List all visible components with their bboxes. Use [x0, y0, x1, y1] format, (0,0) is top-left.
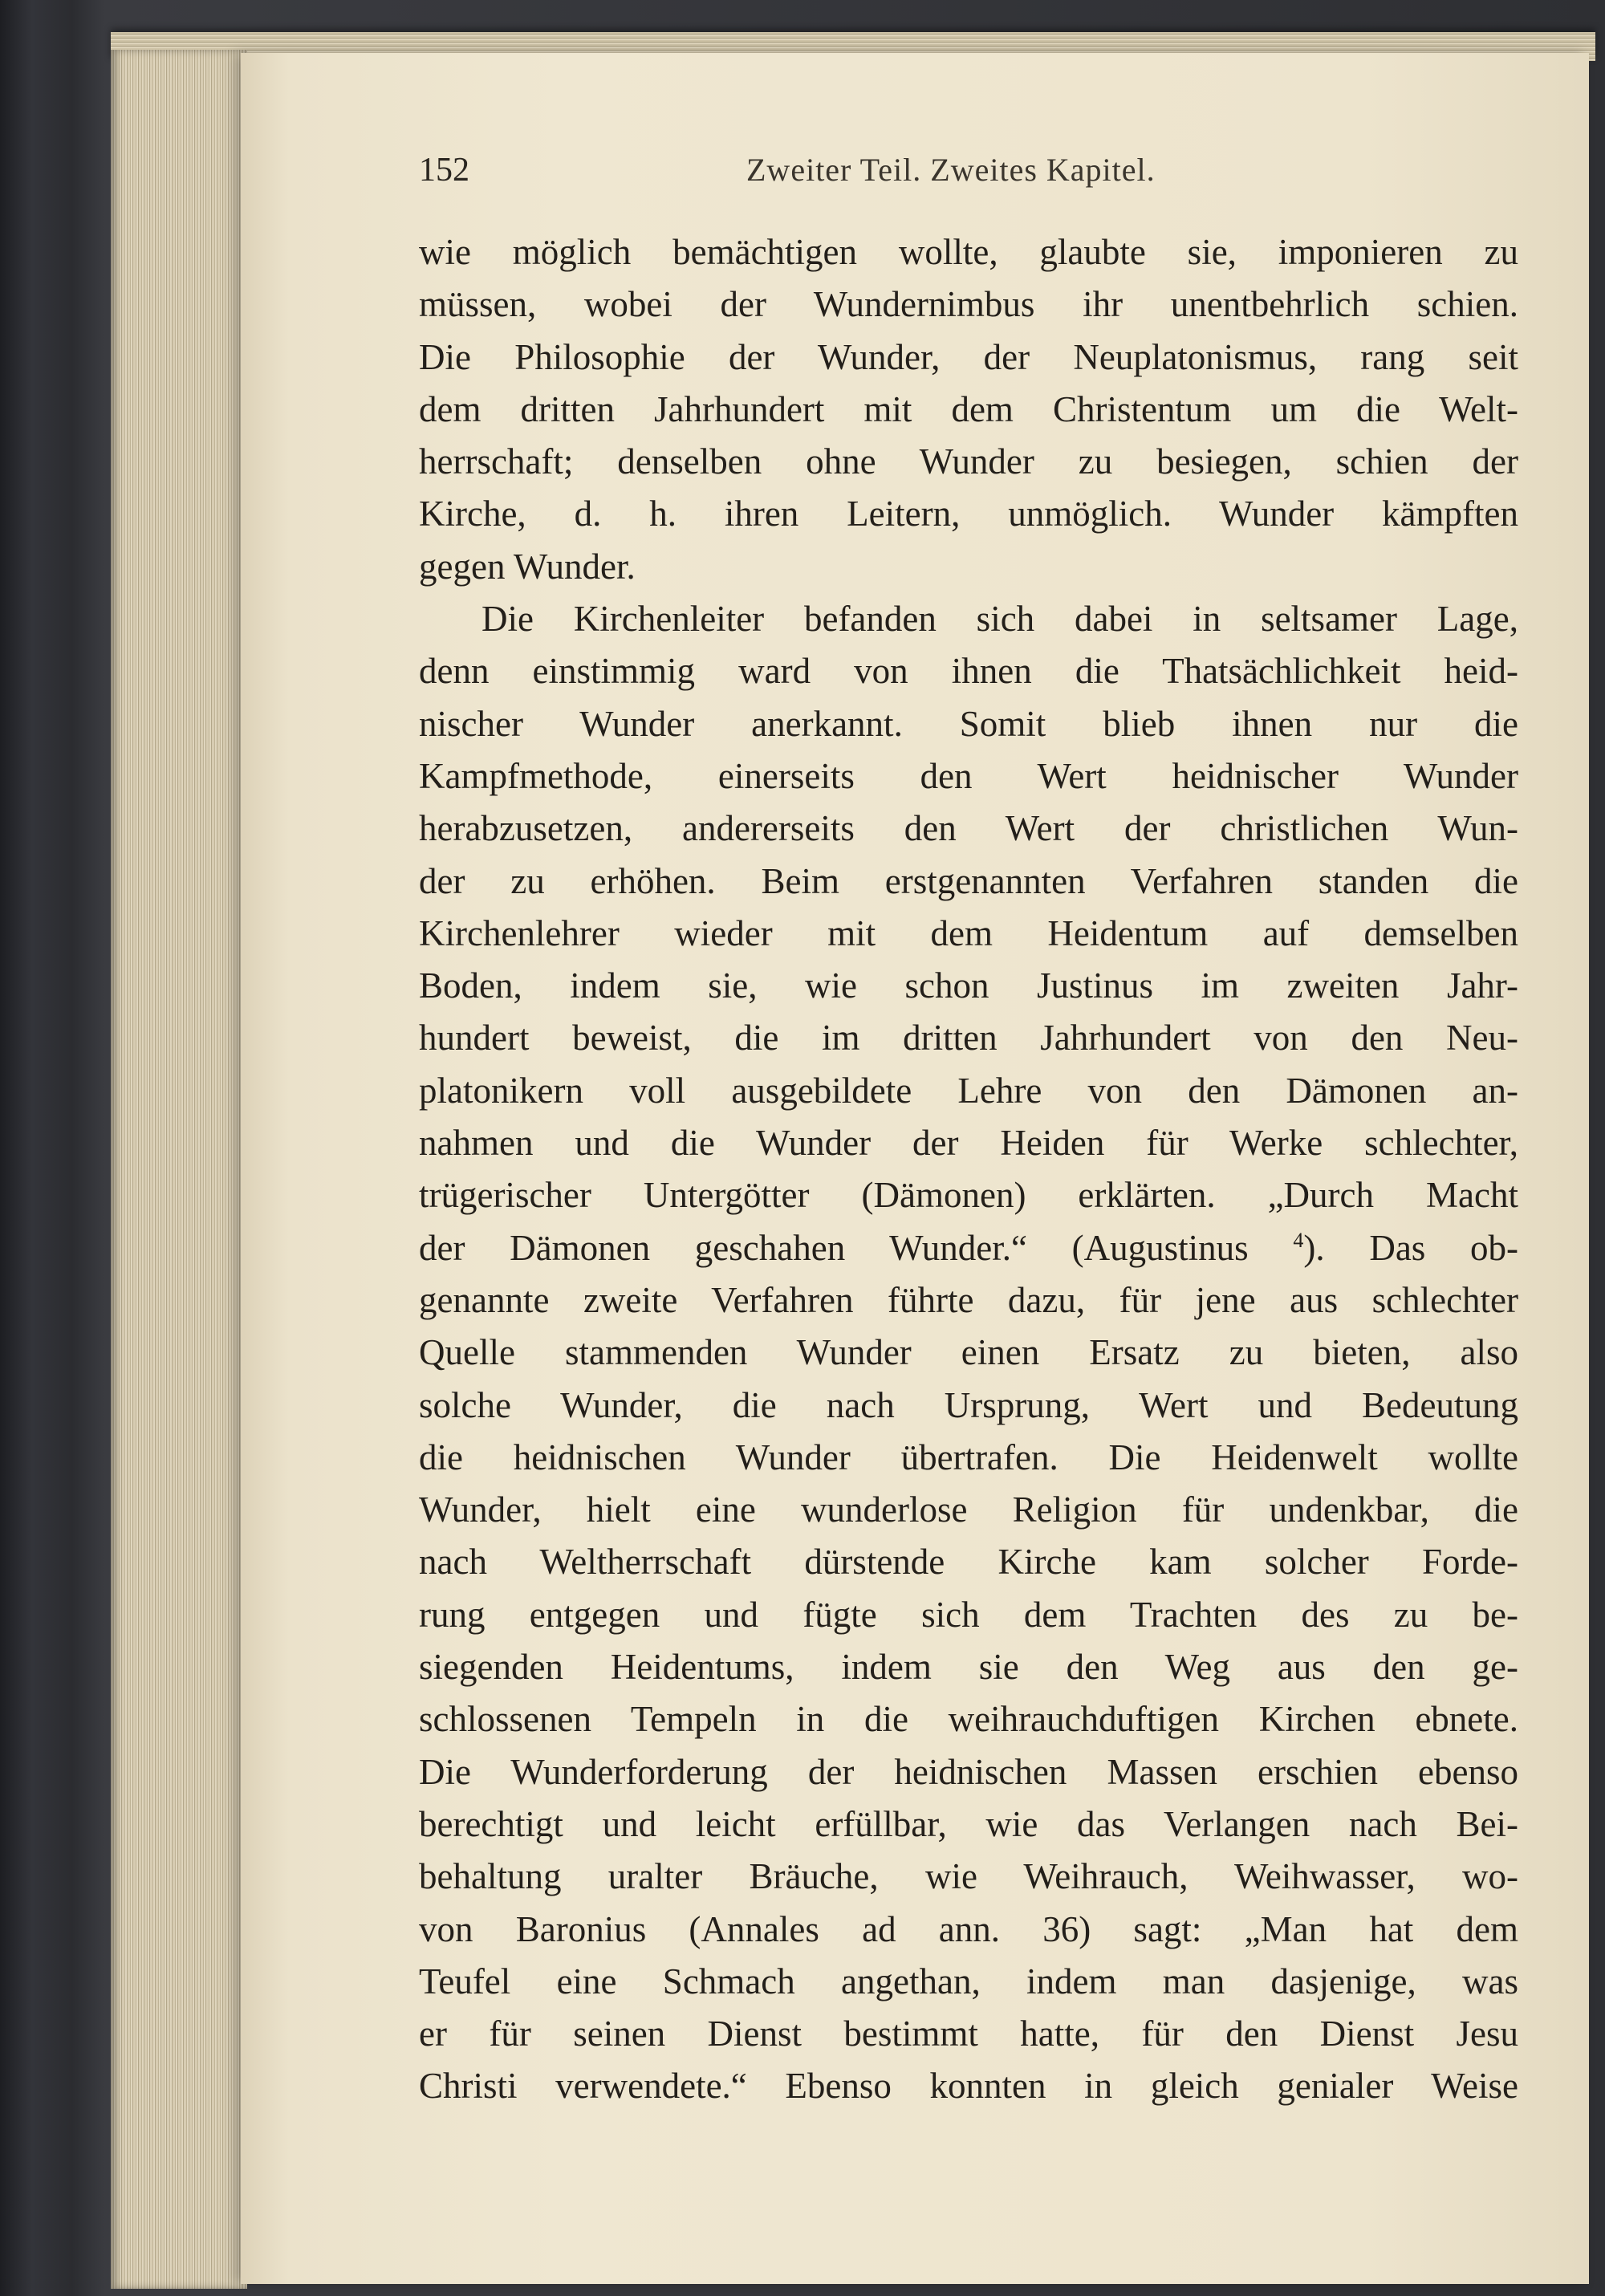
text-line: dem dritten Jahrhundert mit dem Christentum um die Welt-: [419, 388, 1518, 429]
footnote-marker: 4: [1293, 1228, 1304, 1252]
text-line-start: der Dämonen geschahen Wunder.“ (Augustinus: [419, 1227, 1249, 1268]
text-line-end: ). Das ob-: [1303, 1227, 1518, 1268]
text-line: die heidnischen Wunder übertrafen. Die Heidenwelt wollte: [419, 1437, 1518, 1477]
text-line-with-footnote: [419, 1222, 1518, 1274]
text-line: Teufel eine Schmach angethan, indem man dasjenige, was: [419, 1961, 1518, 2001]
text-line: herrschaft; denselben ohne Wunder zu besiegen, schien der: [419, 441, 1518, 482]
text-line: schlossenen Tempeln in die weihrauchduftigen Kirchen ebnete.: [419, 1699, 1518, 1740]
text-line: Die Philosophie der Wunder, der Neuplatonismus, rang seit: [419, 336, 1518, 377]
text-line: nahmen und die Wunder der Heiden für Werke schlechter,: [419, 1123, 1518, 1164]
text-line: denn einstimmig ward von ihnen die Thatsächlichkeit heid-: [419, 651, 1518, 692]
text-line: Kampfmethode, einerseits den Wert heidnischer Wunder: [419, 755, 1518, 796]
text-line: Wunder, hielt eine wunderlose Religion für undenkbar, die: [419, 1489, 1518, 1530]
page-header: [419, 151, 1221, 199]
text-line: müssen, wobei der Wundernimbus ihr unentbehrlich schien.: [419, 284, 1518, 325]
text-line: Boden, indem sie, wie schon Justinus im zweiten Jahr-: [419, 965, 1518, 1006]
text-line: von Baronius (Annales ad ann. 36) sagt: „Man hat dem: [419, 1908, 1518, 1949]
body-text: [419, 226, 1518, 2113]
text-line: solche Wunder, die nach Ursprung, Wert und Bedeutung: [419, 1384, 1518, 1425]
text-line: Die Wunderforderung der heidnischen Massen erschien ebenso: [419, 1751, 1518, 1792]
text-line: Kirche, d. h. ihren Leitern, unmöglich. Wunder kämpften: [419, 494, 1518, 534]
text-line: nach Weltherrschaft dürstende Kirche kam solcher Forde-: [419, 1542, 1518, 1583]
text-line: gegen Wunder.: [419, 546, 636, 587]
text-line: wie möglich bemächtigen wollte, glaubte sie, imponieren zu: [419, 232, 1518, 272]
text-line: Quelle stammenden Wunder einen Ersatz zu bieten, also: [419, 1332, 1518, 1373]
text-line: Kirchenlehrer wieder mit dem Heidentum auf demselben: [419, 912, 1518, 953]
text-line: herabzusetzen, andererseits den Wert der christlichen Wun-: [419, 808, 1518, 849]
text-line: platonikern voll ausgebildete Lehre von den Dämonen an-: [419, 1070, 1518, 1111]
text-line: Die Kirchenleiter befanden sich dabei in seltsamer Lage,: [482, 599, 1518, 640]
text-line: trügerischer Untergötter (Dämonen) erklärten. „Durch Macht: [419, 1175, 1518, 1216]
page-stack-left-edge: [111, 50, 247, 2289]
text-line: er für seinen Dienst bestimmt hatte, für den Dienst Jesu: [419, 2014, 1518, 2054]
text-line: siegenden Heidentums, indem sie den Weg aus den ge-: [419, 1647, 1518, 1688]
text-line: behaltung uralter Bräuche, wie Weihrauch, Weihwasser, wo-: [419, 1856, 1518, 1897]
text-line: der zu erhöhen. Beim erstgenannten Verfahren standen die: [419, 860, 1518, 901]
text-line: berechtigt und leicht erfüllbar, wie das Verlangen nach Bei-: [419, 1803, 1518, 1844]
text-line: hundert beweist, die im dritten Jahrhundert von den Neu-: [419, 1018, 1518, 1059]
running-title: Zweiter Teil. Zweites Kapitel.: [746, 152, 1156, 188]
text-line: rung entgegen und fügte sich dem Trachten des zu be-: [419, 1594, 1518, 1635]
text-line: nischer Wunder anerkannt. Somit blieb ihnen nur die: [419, 703, 1518, 744]
text-line: genannte zweite Verfahren führte dazu, für jene aus schlechter: [419, 1279, 1518, 1320]
text-line: Christi verwendete.“ Ebenso konnten in gleich genialer Weise: [419, 2066, 1518, 2107]
page-number: 152: [419, 152, 469, 189]
